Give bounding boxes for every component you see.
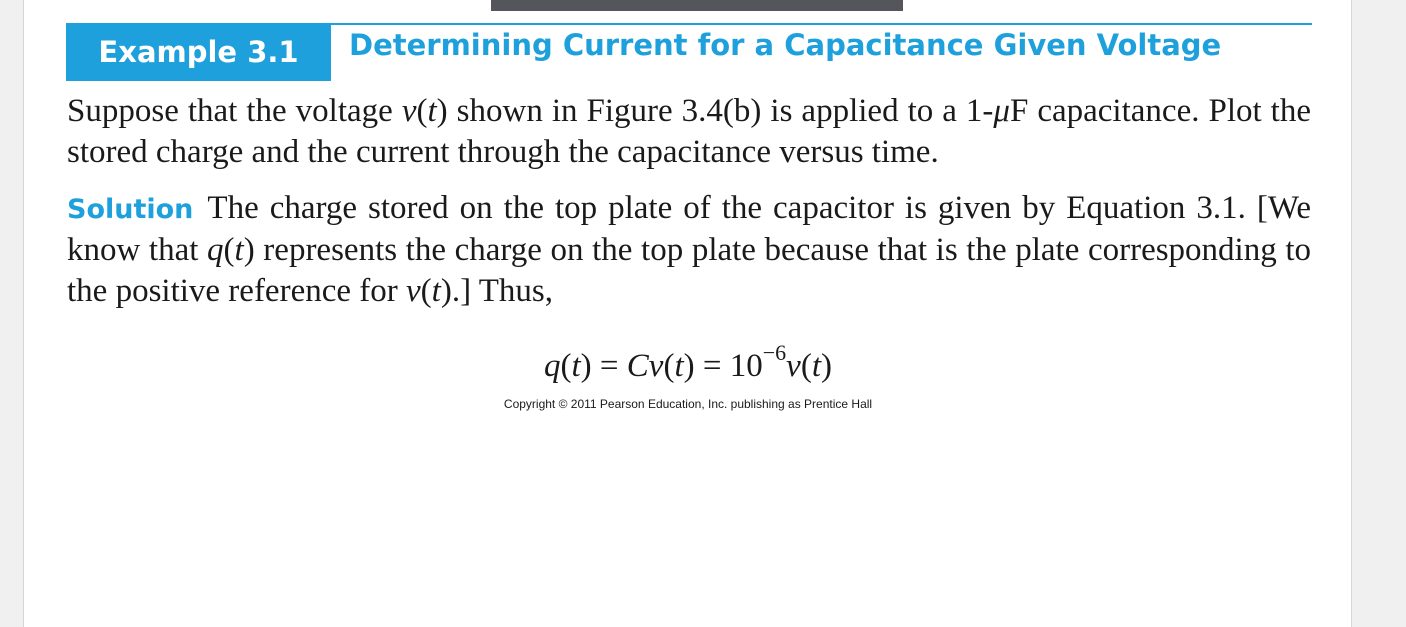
math-var-t: t — [234, 232, 244, 268]
example-number-box — [66, 23, 331, 81]
math-mu: μ — [993, 93, 1010, 129]
eq-exponent: −6 — [762, 340, 787, 365]
example-title: Determining Current for a Capacitance Given Voltage — [349, 28, 1222, 62]
math-var-v: v — [406, 273, 421, 309]
eq-t: t — [674, 348, 684, 384]
math-paren-close: ). — [440, 273, 461, 309]
math-paren-close: ) — [436, 93, 448, 129]
eq-C: C — [626, 348, 649, 384]
problem-text-2: shown in Figure 3.4(b) is applied to a 1- — [447, 93, 994, 129]
eq-v: v — [648, 348, 664, 384]
solution-text-2: represents the charge on the top plate because that is the plate corresponding to the positive reference for — [67, 232, 1311, 309]
math-paren-open: ( — [420, 273, 432, 309]
solution-text-3: ] Thus, — [460, 273, 553, 309]
eq-equals-1: = — [591, 348, 627, 384]
math-paren-open: ( — [416, 93, 428, 129]
eq-v: v — [786, 348, 801, 384]
example-label: Example 3.1 — [98, 35, 299, 69]
math-var-t: t — [431, 273, 441, 309]
eq-t: t — [811, 348, 821, 384]
math-paren-close: ) — [243, 232, 255, 268]
solution-label: Solution — [67, 194, 194, 225]
solution-paragraph — [67, 188, 1311, 312]
eq-q: q — [543, 348, 561, 384]
math-paren-open: ( — [223, 232, 235, 268]
eq-equals-2: = 10 — [694, 348, 763, 384]
solution-text-1: The charge stored on the top plate of the capacitor is given by Equation 3.1. [We know that — [67, 190, 1311, 268]
math-var-v: v — [401, 93, 417, 129]
problem-text-3: F capacitance. Plot the stored charge and the current through the capacitance versus time. — [67, 93, 1311, 170]
top-toolbar-tab[interactable] — [491, 0, 903, 11]
problem-text-1: Suppose that the voltage — [67, 93, 402, 129]
problem-statement — [67, 91, 1311, 173]
math-var-t: t — [427, 93, 437, 129]
charge-equation: $q(t) = Cv(t) = 10^{-6}v(t)$ — [543, 340, 832, 384]
eq-t: t — [571, 348, 581, 384]
math-var-q: q — [207, 232, 224, 268]
copyright-notice: Copyright © 2011 Pearson Education, Inc. publishing as Prentice Hall — [503, 397, 873, 411]
